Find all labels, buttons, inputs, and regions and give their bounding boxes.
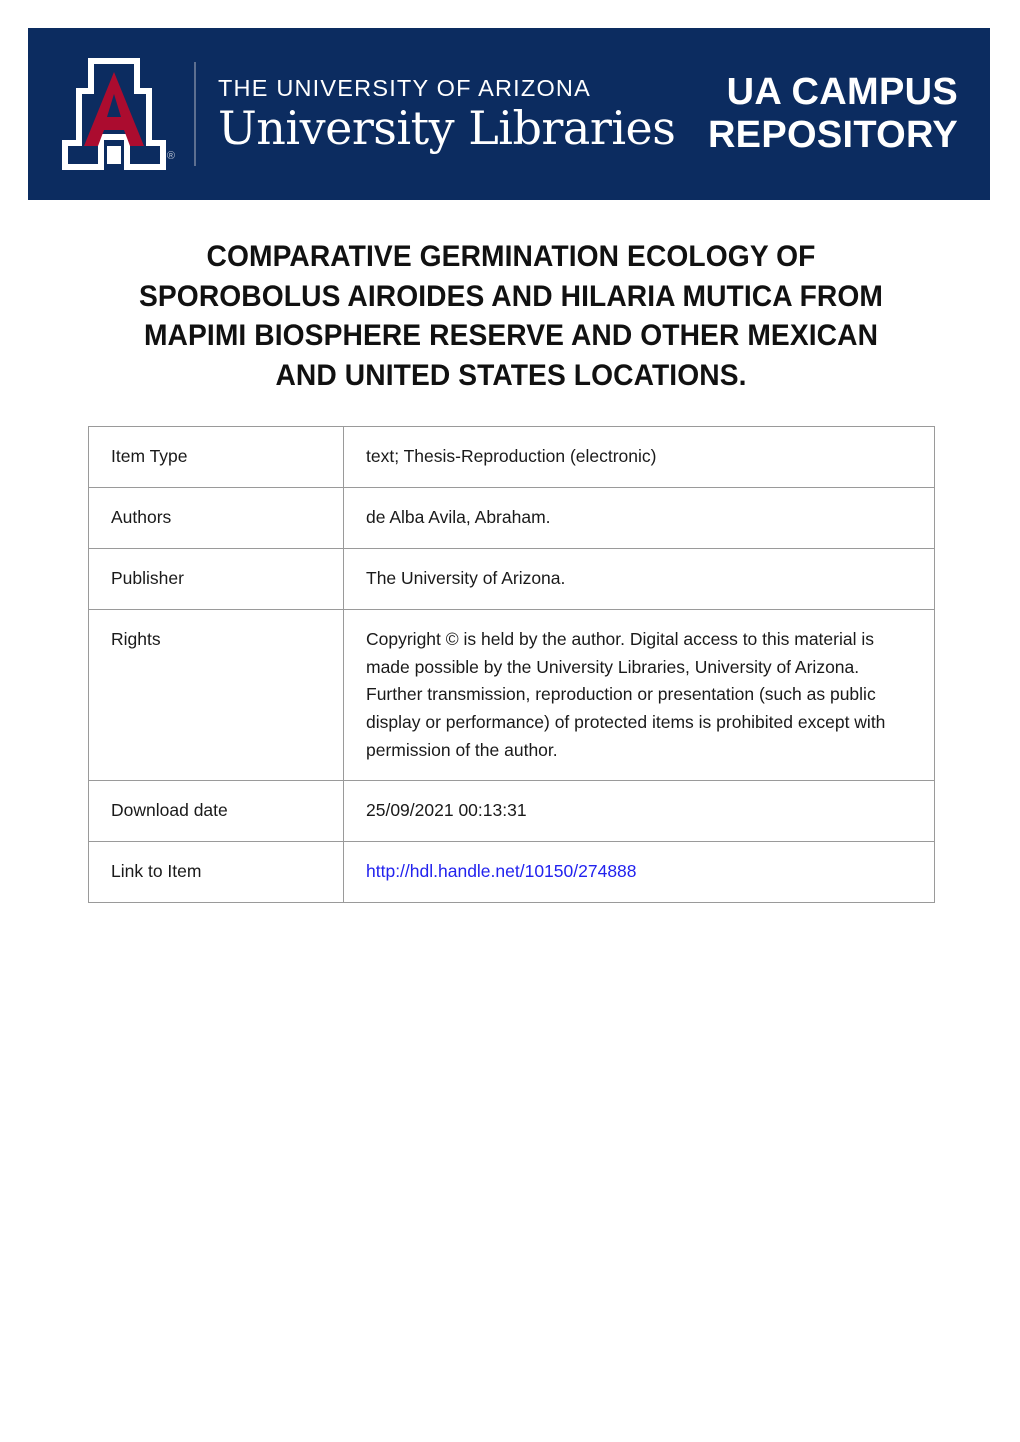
ua-block-a-logo — [58, 54, 175, 174]
metadata-value: The University of Arizona. — [344, 549, 935, 610]
metadata-value: de Alba Avila, Abraham. — [344, 488, 935, 549]
metadata-label: Authors — [89, 488, 344, 549]
table-row — [89, 549, 935, 610]
university-brand-lockup — [58, 54, 675, 174]
repository-wordmark-line1: UA CAMPUS — [726, 71, 958, 114]
table-row — [89, 610, 935, 781]
metadata-table — [88, 426, 935, 903]
brand-text — [218, 74, 676, 156]
repository-header-banner — [28, 28, 990, 200]
metadata-label: Download date — [89, 781, 344, 842]
metadata-label: Link to Item — [89, 842, 344, 903]
table-row — [89, 781, 935, 842]
university-name: THE UNIVERSITY OF ARIZONA — [218, 74, 591, 101]
repository-wordmark-line2: REPOSITORY — [707, 114, 958, 156]
metadata-value: text; Thesis-Reproduction (electronic) — [344, 427, 935, 488]
page-title: COMPARATIVE GERMINATION ECOLOGY OF SPOROBOLUS AIROIDES AND HILARIA MUTICA FROM MAPIMI BIOSPHERE RESERVE AND OTHER MEXICAN AND UNITED STATES LOCATIONS. — [138, 240, 884, 392]
table-row — [89, 488, 935, 549]
brand-divider — [194, 62, 196, 166]
metadata-label: Rights — [89, 610, 344, 781]
metadata-label: Publisher — [89, 549, 344, 610]
registered-trademark-icon: ® — [166, 150, 175, 162]
metadata-label: Item Type — [89, 427, 344, 488]
table-row — [89, 842, 935, 903]
university-libraries-name: University Libraries — [218, 101, 676, 156]
item-link[interactable]: http://hdl.handle.net/10150/274888 — [366, 861, 637, 882]
metadata-value: Copyright © is held by the author. Digital access to this material is made possible by the University Libraries, University of Arizona. Further transmission, reproduction or presentation (such as public display or performance) of protected items is prohibited except with permission of the author. — [344, 610, 935, 781]
metadata-value — [344, 842, 935, 903]
table-row — [89, 427, 935, 488]
repository-wordmark — [708, 71, 958, 156]
metadata-value: 25/09/2021 00:13:31 — [344, 781, 935, 842]
